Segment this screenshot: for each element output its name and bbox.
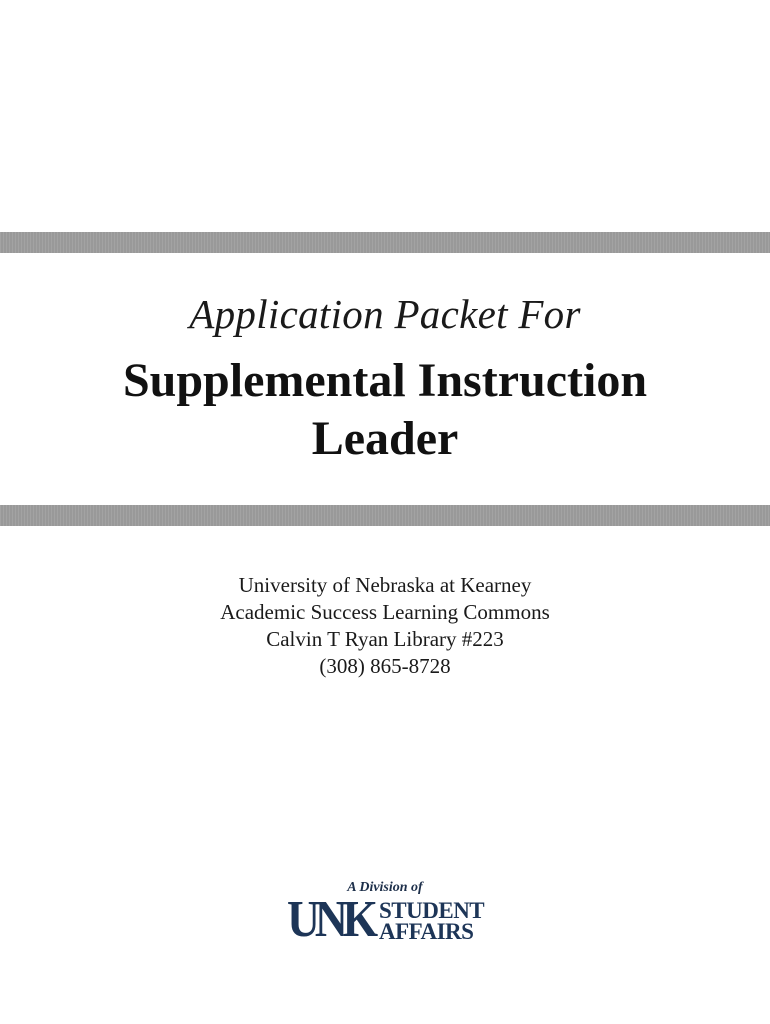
logo-wordmark xyxy=(379,900,484,942)
logo-word-student: STUDENT xyxy=(379,898,485,923)
logo-word-affairs: AFFAIRS xyxy=(379,919,474,944)
phone-number: (308) 865-8728 xyxy=(319,654,451,678)
contact-block xyxy=(0,572,770,680)
department-name: Academic Success Learning Commons xyxy=(220,600,550,624)
unk-student-affairs-logo xyxy=(287,891,487,948)
bottom-divider-band xyxy=(0,505,770,526)
title-line-1: Supplemental Instruction xyxy=(122,354,648,407)
division-label: A Division of xyxy=(347,880,423,895)
university-name: University of Nebraska at Kearney xyxy=(238,573,532,597)
page-title xyxy=(0,352,770,468)
title-line-2: Leader xyxy=(311,412,459,465)
top-divider-band xyxy=(0,232,770,253)
office-location: Calvin T Ryan Library #223 xyxy=(266,627,504,651)
pretitle: Application Packet For xyxy=(189,291,581,337)
logo-mark: UNK xyxy=(287,891,373,948)
